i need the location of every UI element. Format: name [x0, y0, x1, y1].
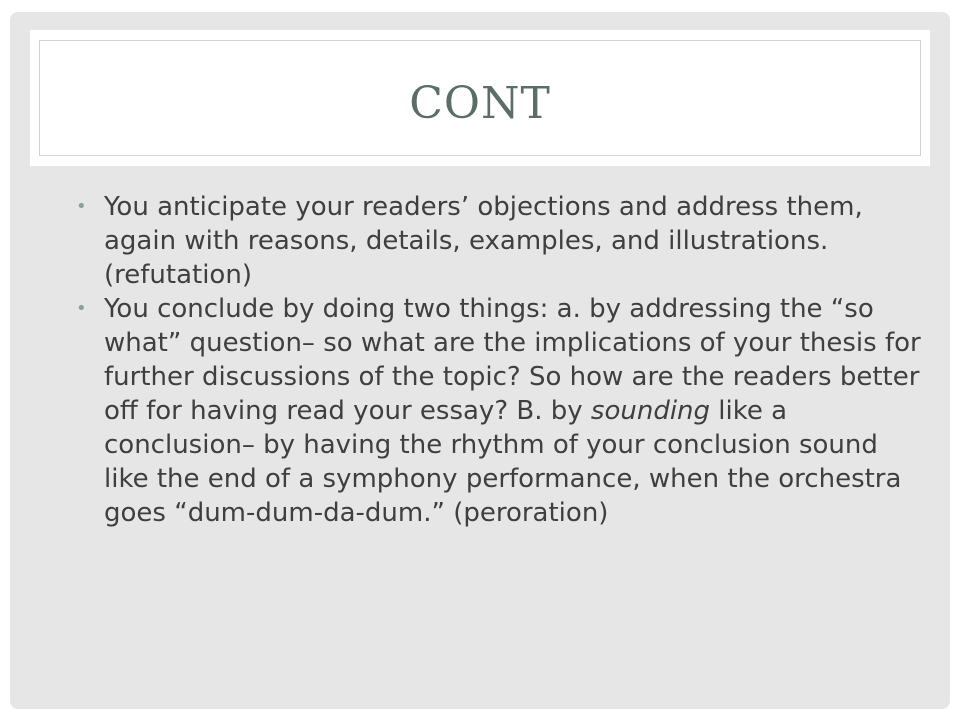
title-frame: [30, 30, 930, 166]
bullet-text-italic: sounding: [590, 396, 711, 426]
bullet-text: You anticipate your readers’ objections and address them, again with reasons, details, examples, and illustrations. (refutation): [104, 192, 863, 290]
bullet-dot-icon: •: [76, 196, 87, 217]
bullet-text-part: like a conclusion– by having the rhythm of your conclusion sound like the end of a symphony performance, when the orchestra goes “dum-dum-da-dum.” (peroration): [104, 396, 902, 528]
bullet-item-refutation: [76, 190, 921, 292]
bullet-item-peroration: [76, 292, 921, 530]
slide-title: CONT: [409, 78, 551, 129]
slide: [10, 12, 950, 709]
bullet-list: [76, 190, 921, 530]
bullet-text-part: You conclude by doing two things: a. by addressing the “so what” question– so what are the implications of your thesis for further discussions of the topic? So how are the readers better off for having read your essay? B. by: [104, 294, 921, 426]
bullet-dot-icon: •: [76, 298, 87, 319]
